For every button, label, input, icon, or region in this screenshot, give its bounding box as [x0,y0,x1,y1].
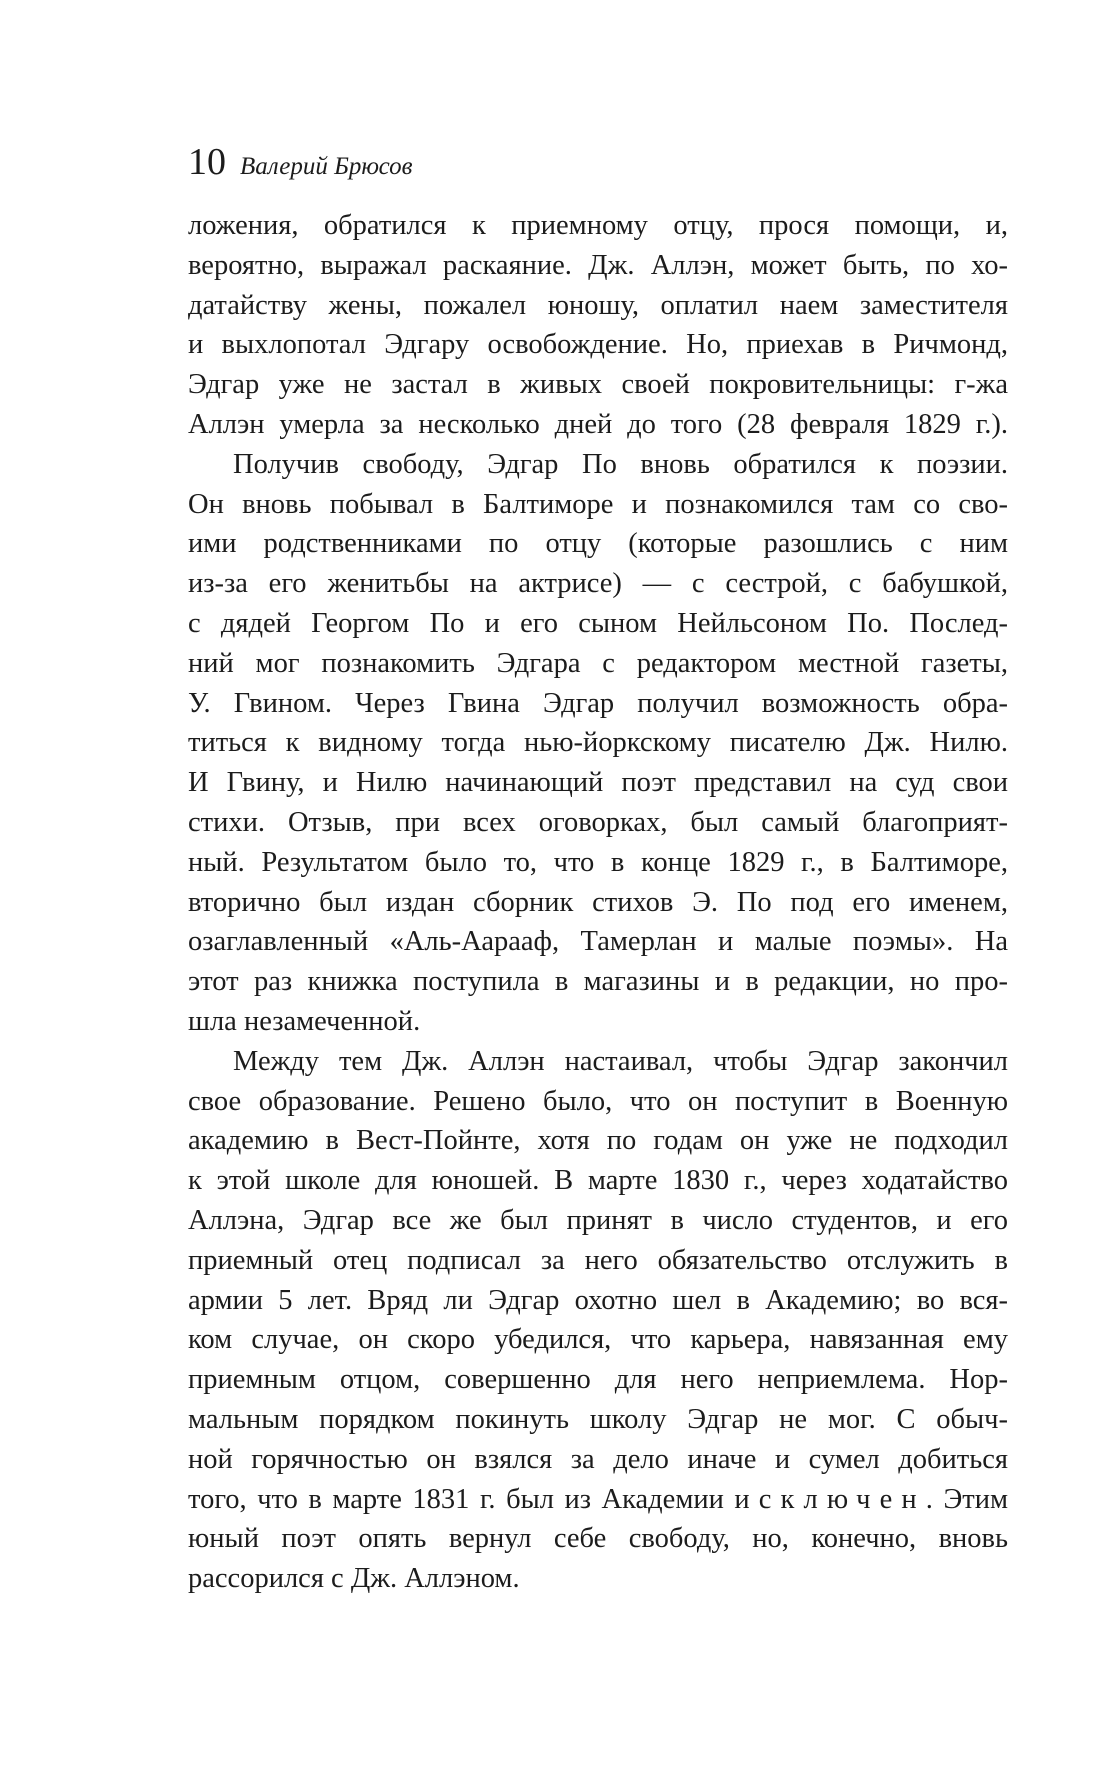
text-line: Эдгар уже не застал в живых своей покровительницы: г-жа [188,369,1008,401]
text-line-emphasis [188,1480,1008,1520]
text-line: ложения, обратился к приемному отцу, прося помощи, и, [188,210,1008,241]
text-line: озаглавленный «Аль-Аарааф, Тамерлан и малые поэмы». На [188,926,1008,958]
text-line: Между тем Дж. Аллэн настаивал, чтобы Эдгар закончил [233,1045,1008,1077]
text-line: из-за его женитьбы на актрисе) — с сестрой, с бабушкой, [188,568,1008,600]
text-line: рассорился с Дж. Аллэном. [188,1563,520,1595]
text-line: датайству жены, пожалел юношу, оплатил наем заместителя [188,289,1008,321]
text-line: Аллэна, Эдгар все же был принят в число студентов, и его [188,1204,1008,1236]
text-line: академию в Вест-Пойнте, хотя по годам он уже не подходил [188,1125,1008,1157]
text-line: титься к видному тогда нью-йоркскому писателю Дж. Нилю. [188,727,1008,759]
text-line: ный. Результатом было то, что в конце 1829 г., в Балтиморе, [188,846,1008,878]
text-line: ком случае, он скоро убедился, что карьера, навязанная ему [188,1324,1008,1356]
text-line: свое образование. Решено было, что он поступит в Военную [188,1085,1008,1117]
text-line: мальным порядком покинуть школу Эдгар не мог. С обыч- [188,1403,1008,1435]
text-line: приемным отцом, совершенно для него неприемлема. Нор- [188,1364,1008,1396]
paragraph [188,445,1008,1042]
text-line: приемный отец подписал за него обязательство отслужить в [188,1244,1008,1276]
line-part: того, что в марте 1831 г. был из Академии [188,1483,735,1515]
page-header [188,142,413,182]
text-line: И Гвину, и Нилю начинающий поэт представил на суд свои [188,767,1008,799]
text-line: Аллэн умерла за несколько дней до того (28 февраля 1829 г.). [188,408,1008,440]
text-line: Получив свободу, Эдгар По вновь обратился к поэзии. [233,448,1008,480]
text-line: этот раз книжка поступила в магазины и в редакции, но про- [188,966,1008,998]
text-line: с дядей Георгом По и его сыном Нейльсоном По. Послед- [188,607,1008,639]
text-line: ний мог познакомить Эдгара с редактором местной газеты, [188,647,1008,679]
text-line: юный поэт опять вернул себе свободу, но, конечно, вновь [188,1523,1008,1555]
text-line: У. Гвином. Через Гвина Эдгар получил возможность обра- [188,687,1008,719]
spaced-emphasis: исключен [734,1483,926,1515]
paragraph [188,1042,1008,1599]
text-line: ной горячностью он взялся за дело иначе и сумел добиться [188,1443,1008,1475]
line-part: . Этим [925,1483,1008,1515]
text-line: шла незамеченной. [188,1005,421,1037]
text-line: вероятно, выражал раскаяние. Дж. Аллэн, может быть, по хо- [188,249,1008,281]
text-line: стихи. Отзыв, при всех оговорках, был самый благоприят- [188,806,1008,838]
text-line: Он вновь побывал в Балтиморе и познакомился там со сво- [188,488,1008,520]
page-number: 10 [188,141,226,183]
text-line: и выхлопотал Эдгару освобождение. Но, приехав в Ричмонд, [188,329,1008,361]
text-line: вторично был издан сборник стихов Э. По под его именем, [188,886,1008,918]
running-title: Валерий Брюсов [240,153,413,180]
text-line: к этой школе для юношей. В марте 1830 г., через ходатайство [188,1165,1008,1197]
text-line: ими родственниками по отцу (которые разошлись с ним [188,528,1008,560]
text-line: армии 5 лет. Вряд ли Эдгар охотно шел в Академию; во вся- [188,1284,1008,1316]
body-text [188,206,1008,1599]
paragraph [188,206,1008,445]
